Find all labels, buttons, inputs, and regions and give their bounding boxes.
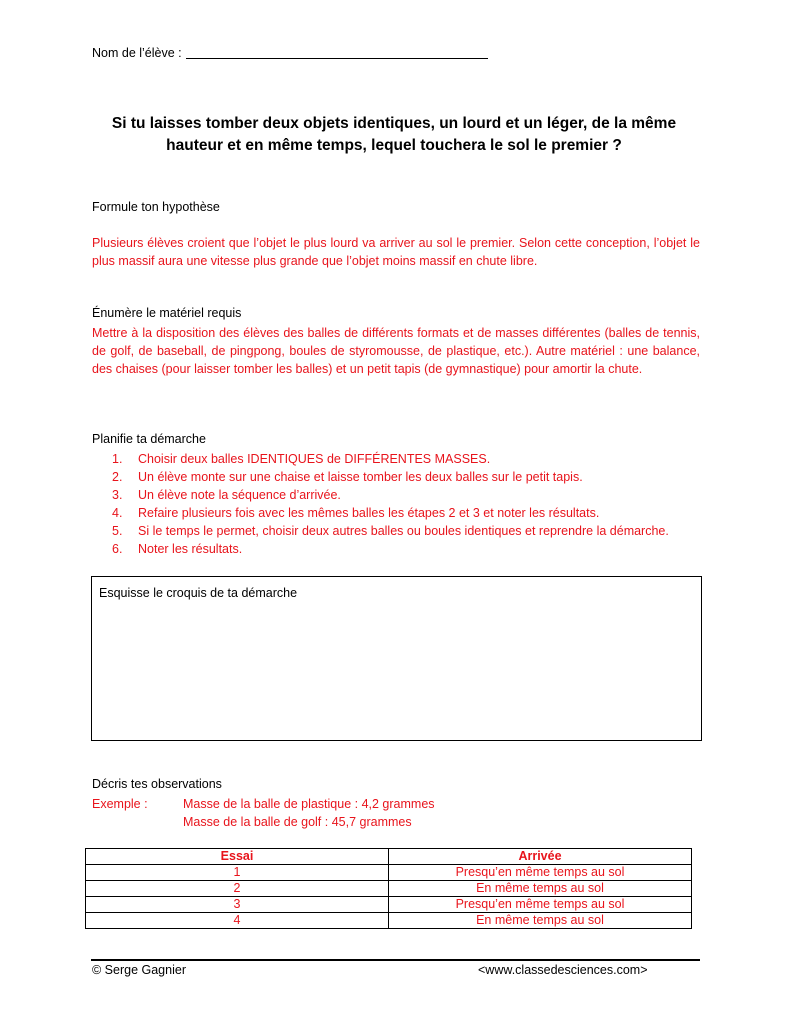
table-row [86, 913, 692, 929]
table-row [86, 865, 692, 881]
observations-table [85, 848, 692, 929]
plan-step-text: Refaire plusieurs fois avec les mêmes balles les étapes 2 et 3 et noter les résultats. [138, 506, 600, 520]
plan-label: Planifie ta démarche [92, 432, 206, 446]
plan-step-text: Un élève note la séquence d’arrivée. [138, 488, 341, 502]
footer-copyright: © Serge Gagnier [92, 963, 186, 977]
table-cell-trial: 1 [86, 865, 389, 881]
footer-divider [91, 959, 700, 961]
student-name-field[interactable] [92, 46, 488, 60]
plan-step-number: 4. [112, 506, 123, 520]
student-name-blank-line[interactable] [186, 46, 488, 59]
table-cell-trial: 3 [86, 897, 389, 913]
table-cell-trial: 2 [86, 881, 389, 897]
plan-step [112, 486, 669, 504]
table-cell-arrival: En même temps au sol [389, 881, 692, 897]
table-cell-arrival: En même temps au sol [389, 913, 692, 929]
page-title [80, 113, 708, 157]
hypothesis-label: Formule ton hypothèse [92, 200, 220, 214]
plan-step-number: 3. [112, 488, 123, 502]
table-cell-arrival: Presqu’en même temps au sol [389, 897, 692, 913]
example-line-golf: Masse de la balle de golf : 45,7 grammes [183, 815, 412, 829]
example-line-plastic: Masse de la balle de plastique : 4,2 grammes [183, 797, 435, 811]
student-name-label: Nom de l’élève : [92, 46, 182, 60]
table-header-trial: Essai [86, 849, 389, 865]
sketch-drawing-area[interactable] [91, 576, 702, 741]
plan-step [112, 450, 669, 468]
page-title-line-2: hauteur et en même temps, lequel touchera le sol le premier ? [166, 137, 622, 154]
table-header-row [86, 849, 692, 865]
plan-step-text: Un élève monte sur une chaise et laisse tomber les deux balles sur le petit tapis. [138, 470, 583, 484]
plan-step-number: 5. [112, 524, 123, 538]
plan-step-text: Choisir deux balles IDENTIQUES de DIFFÉRENTES MASSES. [138, 452, 491, 466]
plan-step-text: Noter les résultats. [138, 542, 243, 556]
materials-label: Énumère le matériel requis [92, 306, 242, 320]
plan-step-number: 6. [112, 542, 123, 556]
table-cell-trial: 4 [86, 913, 389, 929]
hypothesis-answer: Plusieurs élèves croient que l’objet le plus lourd va arriver au sol le premier. Selon cette conception, l’objet le plus massif aura une vitesse plus grande que l’objet moins massif en chute libre. [92, 236, 700, 268]
table-row [86, 897, 692, 913]
plan-step-text: Si le temps le permet, choisir deux autres balles ou boules identiques et reprendre la démarche. [138, 524, 669, 538]
plan-step [112, 540, 669, 558]
plan-step [112, 468, 669, 486]
plan-step [112, 504, 669, 522]
materials-answer: Mettre à la disposition des élèves des balles de différents formats et de masses différentes (balles de tennis, de golf, de baseball, de pingpong, boules de styromousse, de plastique, etc.). Autre matériel : une balance, des chaises (pour laisser tomber les balles) et un petit tapis (de gymnastique) pour amortir la chute. [92, 326, 700, 376]
plan-steps-list [112, 450, 669, 558]
plan-step-number: 1. [112, 452, 123, 466]
plan-step [112, 522, 669, 540]
table-cell-arrival: Presqu’en même temps au sol [389, 865, 692, 881]
example-label: Exemple : [92, 797, 148, 811]
footer-website-link[interactable]: <www.classedesciences.com> [478, 963, 648, 977]
table-header-arrival: Arrivée [389, 849, 692, 865]
table-row [86, 881, 692, 897]
plan-step-number: 2. [112, 470, 123, 484]
page-title-line-1: Si tu laisses tomber deux objets identiques, un lourd et un léger, de la même [111, 115, 677, 132]
sketch-label: Esquisse le croquis de ta démarche [99, 586, 298, 600]
observations-label: Décris tes observations [92, 777, 222, 791]
